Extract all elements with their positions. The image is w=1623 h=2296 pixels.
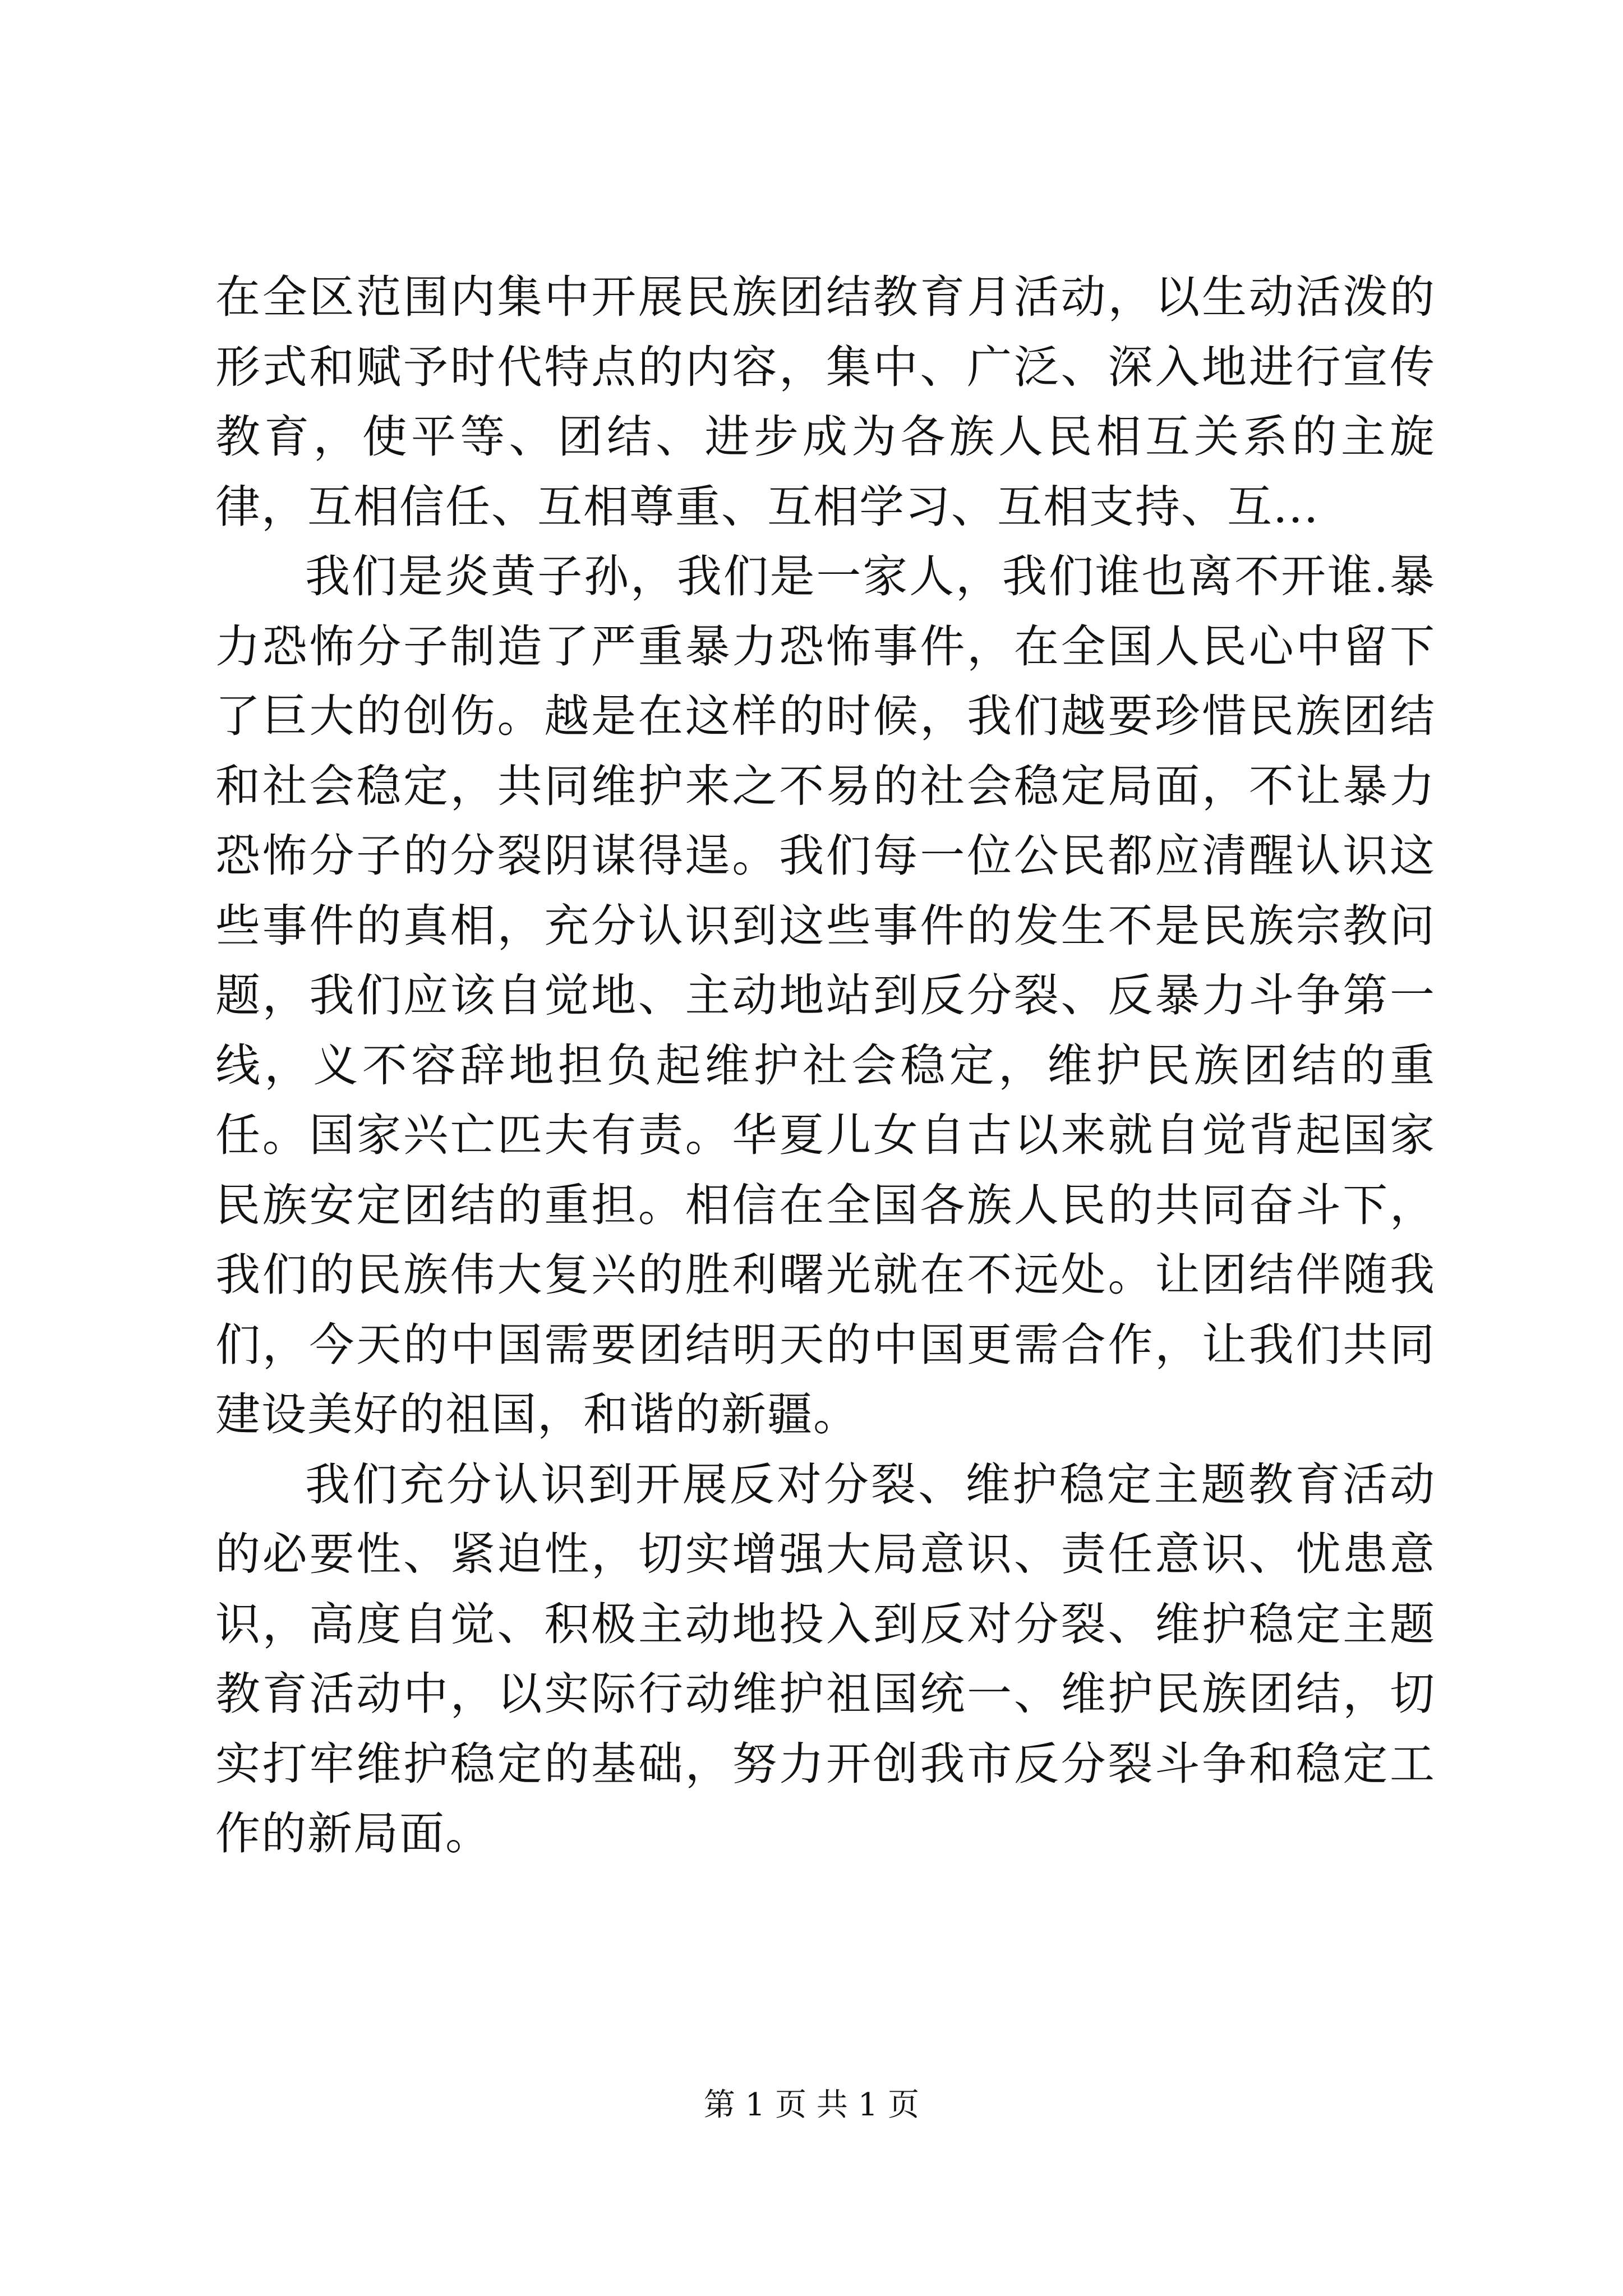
paragraph-1: 在全区范围内集中开展民族团结教育月活动，以生动活泼的形式和赋予时代特点的内容，集中、广泛、深入地进行宣传教育，使平等、团结、进步成为各族人民相互关系的主旋律，互相信任、互相尊重、互相学习、互相支持、互... — [215, 271, 1436, 533]
page-footer: 第 1 页 共 1 页 — [703, 2087, 920, 2123]
paragraph-3: 我们充分认识到开展反对分裂、维护稳定主题教育活动的必要性、紧迫性，切实增强大局意识、责任意识、忧患意识，高度自觉、积极主动地投入到反对分裂、维护稳定主题教育活动中，以实际行动维护祖国统一、维护民族团结，切实打牢维护稳定的基础，努力开创我市反分裂斗争和稳定工作的新局面。 — [215, 1458, 1436, 1860]
paragraph-2: 我们是炎黄子孙，我们是一家人，我们谁也离不开谁.暴力恐怖分子制造了严重暴力恐怖事件，在全国人民心中留下了巨大的创伤。越是在这样的时候，我们越要珍惜民族团结和社会稳定，共同维护来之不易的社会稳定局面，不让暴力恐怖分子的分裂阴谋得逞。我们每一位公民都应清醒认识这些事件的真相，充分认识到这些事件的发生不是民族宗教问题，我们应该自觉地、主动地站到反分裂、反暴力斗争第一线，义不容辞地担负起维护社会稳定，维护民族团结的重任。国家兴亡匹夫有责。华夏儿女自古以来就自觉背起国家民族安定团结的重担。相信在全国各族人民的共同奋斗下，我们的民族伟大复兴的胜利曙光就在不远处。让团结伴随我们，今天的中国需要团结明天的中国更需合作，让我们共同建设美好的祖国，和谐的新疆。 — [215, 550, 1436, 1441]
document-body — [215, 263, 1436, 1869]
